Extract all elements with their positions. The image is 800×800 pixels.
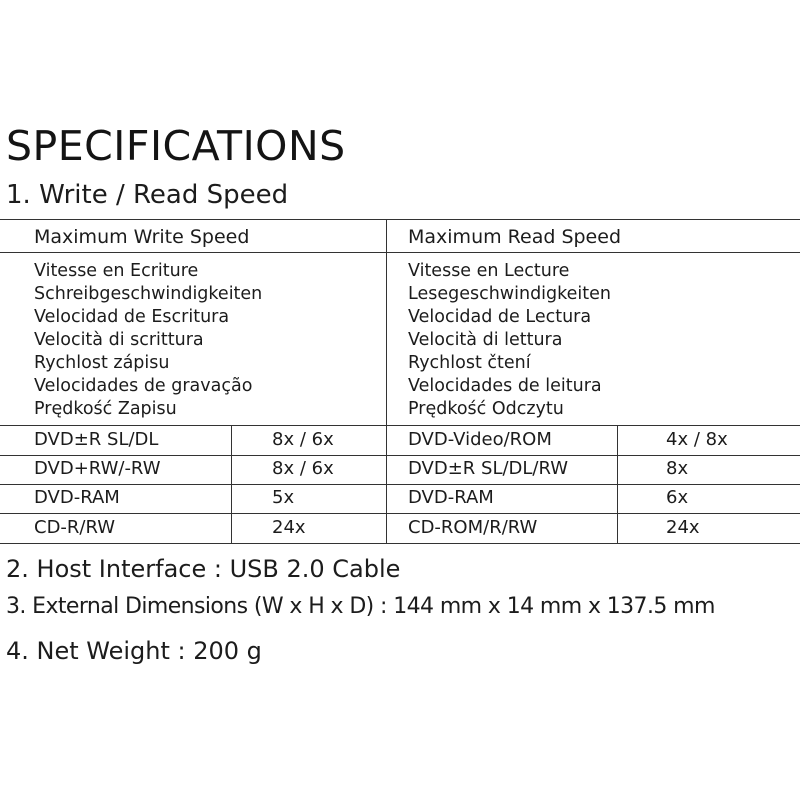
write-translation-de: Schreibgeschwindigkeiten: [34, 284, 263, 304]
table-rule-write-speed: [231, 425, 232, 543]
read-translation-it: Velocità di lettura: [408, 330, 563, 350]
read-translation-fr: Vitesse en Lecture: [408, 261, 570, 281]
write-media-cell: DVD+RW/-RW: [34, 458, 161, 479]
table-rule-bottom: [0, 543, 800, 544]
section-heading-write-read-speed: 1. Write / Read Speed: [6, 180, 289, 210]
write-media-cell: DVD±R SL/DL: [34, 429, 159, 450]
write-translation-cs: Rychlost zápisu: [34, 353, 170, 373]
read-translation-es: Velocidad de Lectura: [408, 307, 592, 327]
page-title: SPECIFICATIONS: [6, 122, 346, 170]
table-rule-row-3: [0, 513, 800, 514]
read-translation-cs: Rychlost čtení: [408, 353, 531, 373]
read-media-cell: DVD-RAM: [408, 487, 494, 508]
write-speed-cell: 5x: [272, 487, 295, 508]
read-translation-de: Lesegeschwindigkeiten: [408, 284, 612, 304]
write-translation-pl: Prędkość Zapisu: [34, 399, 177, 419]
read-speed-cell: 6x: [666, 487, 689, 508]
read-translation-pl: Prędkość Odczytu: [408, 399, 564, 419]
write-speed-cell: 8x / 6x: [272, 429, 334, 450]
spec-host-interface: 2. Host Interface : USB 2.0 Cable: [6, 555, 401, 583]
write-translation-it: Velocità di scrittura: [34, 330, 204, 350]
table-rule-middle: [386, 219, 387, 543]
read-speed-cell: 4x / 8x: [666, 429, 728, 450]
speed-table: [0, 219, 800, 545]
read-translations: [408, 260, 611, 421]
write-speed-cell: 24x: [272, 517, 306, 538]
write-translation-es: Velocidad de Escritura: [34, 307, 230, 327]
write-media-cell: DVD-RAM: [34, 487, 120, 508]
table-rule-translations: [0, 425, 800, 426]
write-speed-cell: 8x / 6x: [272, 458, 334, 479]
write-translation-fr: Vitesse en Ecriture: [34, 261, 199, 281]
table-rule-row-2: [0, 484, 800, 485]
read-translation-pt: Velocidades de leitura: [408, 376, 602, 396]
write-media-cell: CD-R/RW: [34, 517, 116, 538]
table-rule-read-speed: [617, 425, 618, 543]
table-rule-row-1: [0, 455, 800, 456]
read-media-cell: DVD±R SL/DL/RW: [408, 458, 569, 479]
write-translations: [34, 260, 262, 421]
read-media-cell: DVD-Video/ROM: [408, 429, 552, 450]
read-speed-cell: 8x: [666, 458, 689, 479]
write-translation-pt: Velocidades de gravação: [34, 376, 253, 396]
read-media-cell: CD-ROM/R/RW: [408, 517, 538, 538]
spec-external-dimensions: 3. External Dimensions (W x H x D) : 144 mm x 14 mm x 137.5 mm: [6, 594, 715, 619]
table-rule-top: [0, 219, 800, 220]
read-speed-header: Maximum Read Speed: [408, 226, 621, 248]
table-rule-header: [0, 252, 800, 253]
read-speed-cell: 24x: [666, 517, 700, 538]
spec-net-weight: 4. Net Weight : 200 g: [6, 637, 262, 665]
write-speed-header: Maximum Write Speed: [34, 226, 250, 248]
